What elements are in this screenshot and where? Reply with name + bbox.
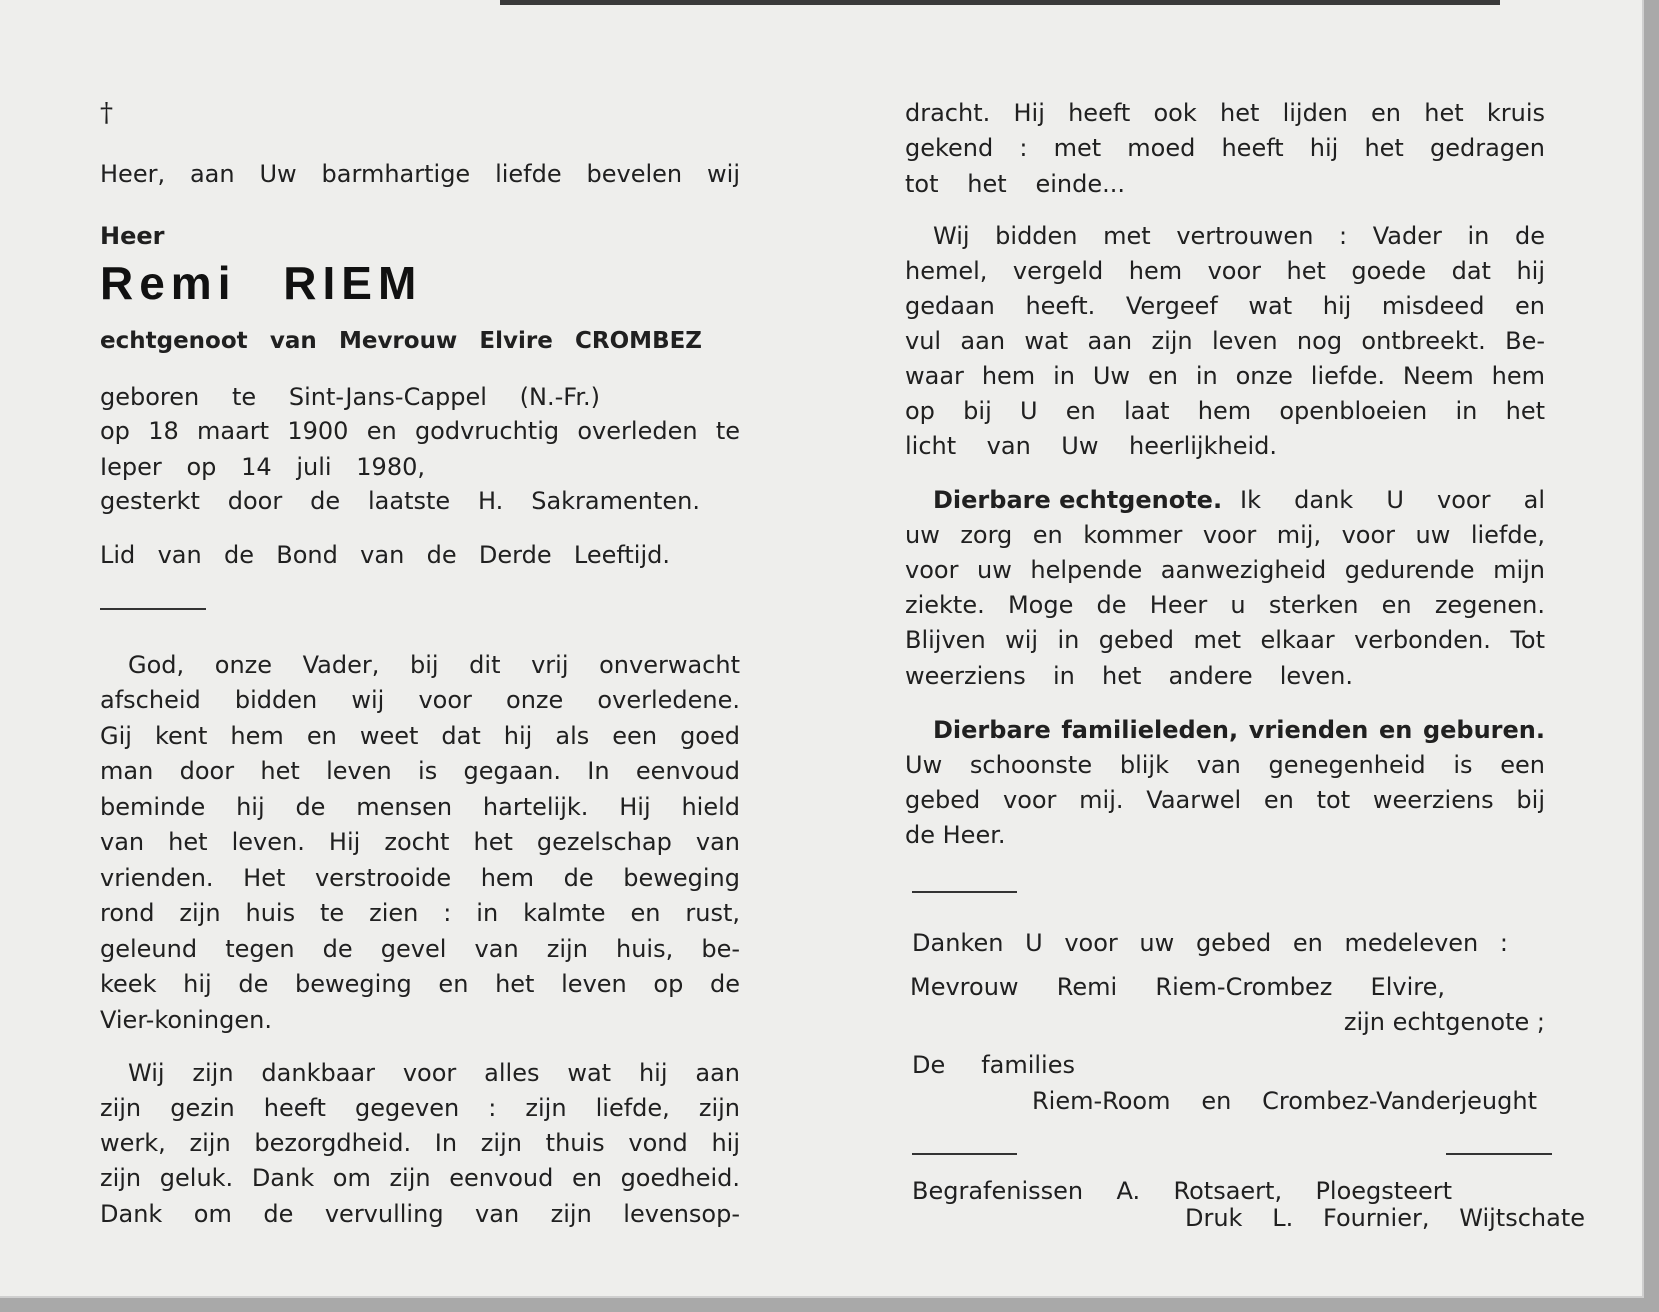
text-line: beminde hij de mensen hartelijk. Hij hield (100, 793, 740, 821)
separator-rule (912, 891, 1017, 893)
text-line: licht van Uw heerlijkheid. (905, 432, 1277, 460)
cross-icon: † (100, 98, 113, 128)
text-line: dracht. Hij heeft ook het lijden en het kruis (905, 99, 1545, 127)
membership-line: Lid van de Bond van de Derde Leeftijd. (100, 541, 670, 569)
text-line: afscheid bidden wij voor onze overledene. (100, 686, 740, 714)
text-line: de Heer. (905, 821, 1006, 849)
text-line: Dank om de vervulling van zijn levensop- (100, 1200, 740, 1228)
text-line: ziekte. Moge de Heer u sterken en zegenen. (905, 591, 1545, 619)
title-label: Heer (100, 222, 165, 250)
text-line: man door het leven is gegaan. In eenvoud (100, 757, 740, 785)
text-line: gedaan heeft. Vergeef wat hij misdeed en (905, 292, 1545, 320)
text-line: gebed voor mij. Vaarwel en tot weerziens bij (905, 786, 1545, 814)
paragraph-heading (933, 483, 1222, 518)
deceased-name: Remi RIEM (100, 257, 423, 309)
text-line: werk, zijn bezorgdheid. In zijn thuis vond hij (100, 1129, 740, 1157)
birth-line: gesterkt door de laatste H. Sakramenten. (100, 487, 700, 515)
intro-text: Heer, aan Uw barmhartige liefde bevelen wij (100, 160, 740, 188)
separator-rule (1446, 1153, 1552, 1155)
text-line: tot het einde... (905, 170, 1125, 198)
text-line: Wij bidden met vertrouwen : Vader in de (933, 222, 1545, 250)
text-line: Gij kent hem en weet dat hij als een goed (100, 722, 740, 750)
undertaker-line: Begrafenissen A. Rotsaert, Ploegsteert (912, 1177, 1452, 1205)
paragraph-heading: Dierbare familieleden, vrienden en geburen. (933, 716, 1545, 744)
widow-role: zijn echtgenote ; (1343, 1008, 1545, 1036)
birth-line: op 18 maart 1900 en godvruchtig overleden te (100, 417, 740, 445)
text-line: vul aan wat aan zijn leven nog ontbreekt. Be- (905, 327, 1545, 355)
text-line: keek hij de beweging en het leven op de (100, 970, 740, 998)
text-line: Uw schoonste blijk van genegenheid is een (905, 751, 1545, 779)
text-line: op bij U en laat hem openbloeien in het (905, 397, 1545, 425)
thanks-line: Danken U voor uw gebed en medeleven : (912, 929, 1508, 957)
top-edge-shadow (500, 0, 1500, 5)
text-line: voor uw helpende aanwezigheid gedurende mijn (905, 556, 1545, 584)
families-label: De families (912, 1051, 1075, 1079)
text-line: Blijven wij in gebed met elkaar verbonden. Tot (905, 626, 1545, 654)
text-line: weerziens in het andere leven. (905, 662, 1353, 690)
printer-line: Druk L. Fournier, Wijtschate (1185, 1204, 1585, 1232)
text-line: zijn gezin heeft gegeven : zijn liefde, zijn (100, 1094, 740, 1122)
text-line: van het leven. Hij zocht het gezelschap van (100, 828, 740, 856)
text-line: geleund tegen de gevel van zijn huis, be- (100, 935, 740, 963)
separator-rule (100, 608, 206, 610)
text-line: hemel, vergeld hem voor het goede dat hij (905, 257, 1545, 285)
birth-line: geboren te Sint-Jans-Cappel (N.-Fr.) (100, 383, 600, 411)
text-line: waar hem in Uw en in onze liefde. Neem hem (905, 362, 1545, 390)
text-line: Vier-koningen. (100, 1006, 272, 1034)
text-line: rond zijn huis te zien : in kalmte en rust, (100, 899, 740, 927)
spouse-line: echtgenoot van Mevrouw Elvire CROMBEZ (100, 328, 702, 354)
birth-line: Ieper op 14 juli 1980, (100, 453, 425, 481)
separator-rule (912, 1153, 1017, 1155)
text-line: uw zorg en kommer voor mij, voor uw liefde, (905, 521, 1545, 549)
text-line: God, onze Vader, bij dit vrij onverwacht (128, 651, 740, 679)
text-line: Wij zijn dankbaar voor alles wat hij aan (128, 1059, 740, 1087)
text-line: vrienden. Het verstrooide hem de beweging (100, 864, 740, 892)
heading-spouse: Dierbare echtgenote. (933, 486, 1223, 514)
widow-line: Mevrouw Remi Riem-Crombez Elvire, (910, 973, 1445, 1001)
text-line: gekend : met moed heeft hij het gedragen (905, 134, 1545, 162)
text-line: Ik dank U voor al (1240, 486, 1545, 514)
text-line: zijn geluk. Dank om zijn eenvoud en goedheid. (100, 1164, 740, 1192)
families-names: Riem-Room en Crombez-Vanderjeught (1032, 1087, 1537, 1115)
